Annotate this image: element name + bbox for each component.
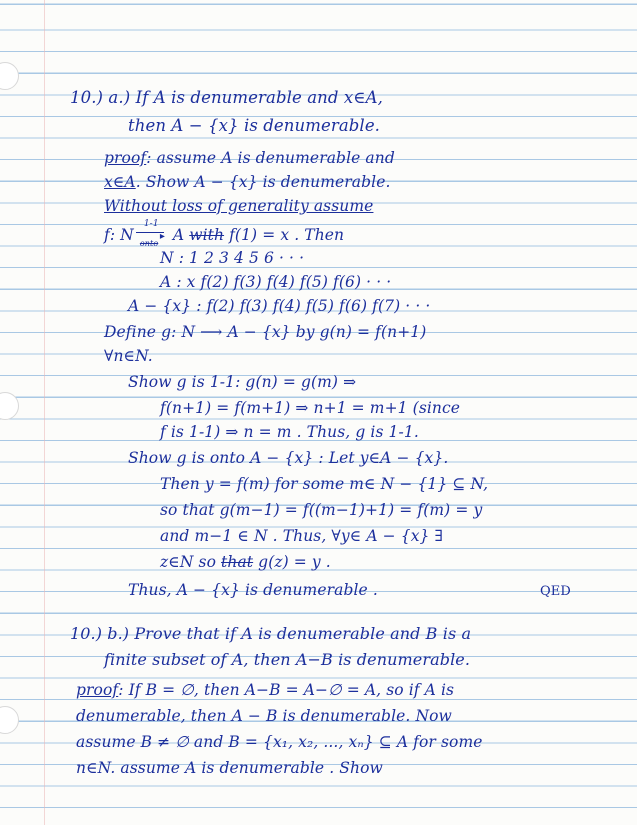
- proof-a-x-in-a: x∈A: [104, 173, 136, 191]
- surjective-line-5-start: z∈N so: [160, 553, 217, 571]
- surjective-line-2: Then y = f(m) for some m∈ N − {1} ⊆ N,: [160, 475, 489, 493]
- problem-a-statement-1: If A is denumerable and x∈A,: [135, 88, 383, 107]
- table-row-a: A : x f(2) f(3) f(4) f(5) f(6) · · ·: [160, 273, 392, 291]
- surjective-line-5: [160, 552, 331, 572]
- problem-b-statement-2: finite subset of A, then A−B is denumerable.: [104, 650, 471, 669]
- proof-a-line-2: [104, 172, 391, 192]
- proof-a-line-1: [104, 148, 395, 168]
- binder-hole-middle: [0, 392, 19, 420]
- surjective-line-5-end: g(z) = y .: [253, 553, 331, 571]
- problem-a-number: 10.) a.): [70, 88, 131, 107]
- proof-b-line-2: denumerable, then A − B is denumerable. Now: [76, 707, 452, 725]
- binder-hole-bottom: [0, 706, 19, 734]
- table-row-a-minus-x: A − {x} : f(2) f(3) f(4) f(5) f(6) f(7) · · ·: [128, 297, 431, 315]
- injective-line-2: f(n+1) = f(m+1) ⇒ n+1 = m+1 (since: [160, 399, 461, 417]
- arrow-label-onto: onto: [139, 239, 159, 248]
- problem-b-statement-line-1: [70, 624, 471, 644]
- surjective-struck-word: that: [221, 553, 254, 571]
- proof-a-f-domain: f: N: [104, 226, 134, 244]
- table-row-n: N : 1 2 3 4 5 6 · · ·: [160, 249, 305, 267]
- problem-b-statement-1: Prove that if A is denumerable and B is a: [134, 624, 472, 643]
- proof-a-label: proof: [104, 149, 147, 167]
- proof-b-label: proof: [76, 681, 119, 699]
- proof-a-codomain: A: [172, 226, 185, 244]
- proof-a-line-2-text: . Show A − {x} is denumerable.: [135, 173, 391, 191]
- proof-b-line-4: n∈N. assume A is denumerable . Show: [76, 759, 383, 777]
- problem-b-number: 10.) b.): [70, 624, 130, 643]
- arrow-label-1-1: 1-1: [143, 219, 159, 229]
- injective-line-3: f is 1-1) ⇒ n = m . Thus, g is 1-1.: [160, 423, 419, 441]
- define-g-line-1: Define g: N ⟶ A − {x} by g(n) = f(n+1): [104, 323, 427, 341]
- proof-a-conclusion: Thus, A − {x} is denumerable .: [128, 581, 378, 599]
- proof-a-line-4-end: f(1) = x . Then: [229, 226, 345, 244]
- injective-line-1: Show g is 1-1: g(n) = g(m) ⇒: [128, 373, 357, 391]
- proof-b-line-1: [76, 680, 454, 700]
- binder-hole-top: [0, 62, 19, 90]
- proof-b-line-3: assume B ≠ ∅ and B = {x₁, x₂, ..., xₙ} ⊆ A for some: [76, 733, 483, 751]
- proof-a-line-4: [104, 219, 345, 248]
- define-g-line-2: ∀n∈N.: [104, 347, 153, 365]
- proof-b-line-1-text: : If B = ∅, then A−B = A−∅ = A, so if A is: [118, 681, 455, 699]
- proof-a-struck-word: with: [189, 226, 225, 244]
- surjective-line-3: so that g(m−1) = f((m−1)+1) = f(m) = y: [160, 501, 483, 519]
- margin-line: [44, 0, 45, 825]
- qed-mark: QED: [540, 584, 571, 599]
- proof-a-line-3: Without loss of generality assume: [104, 197, 374, 215]
- surjective-line-4: and m−1 ∈ N . Thus, ∀y∈ A − {x} ∃: [160, 527, 444, 545]
- surjective-line-1: Show g is onto A − {x} : Let y∈A − {x}.: [128, 449, 449, 467]
- problem-a-statement-2: then A − {x} is denumerable.: [128, 116, 381, 135]
- proof-a-line-1-text: : assume A is denumerable and: [146, 149, 395, 167]
- bijection-arrow: 1-1 ▸ onto: [134, 222, 168, 242]
- problem-a-statement-line-1: [70, 88, 383, 108]
